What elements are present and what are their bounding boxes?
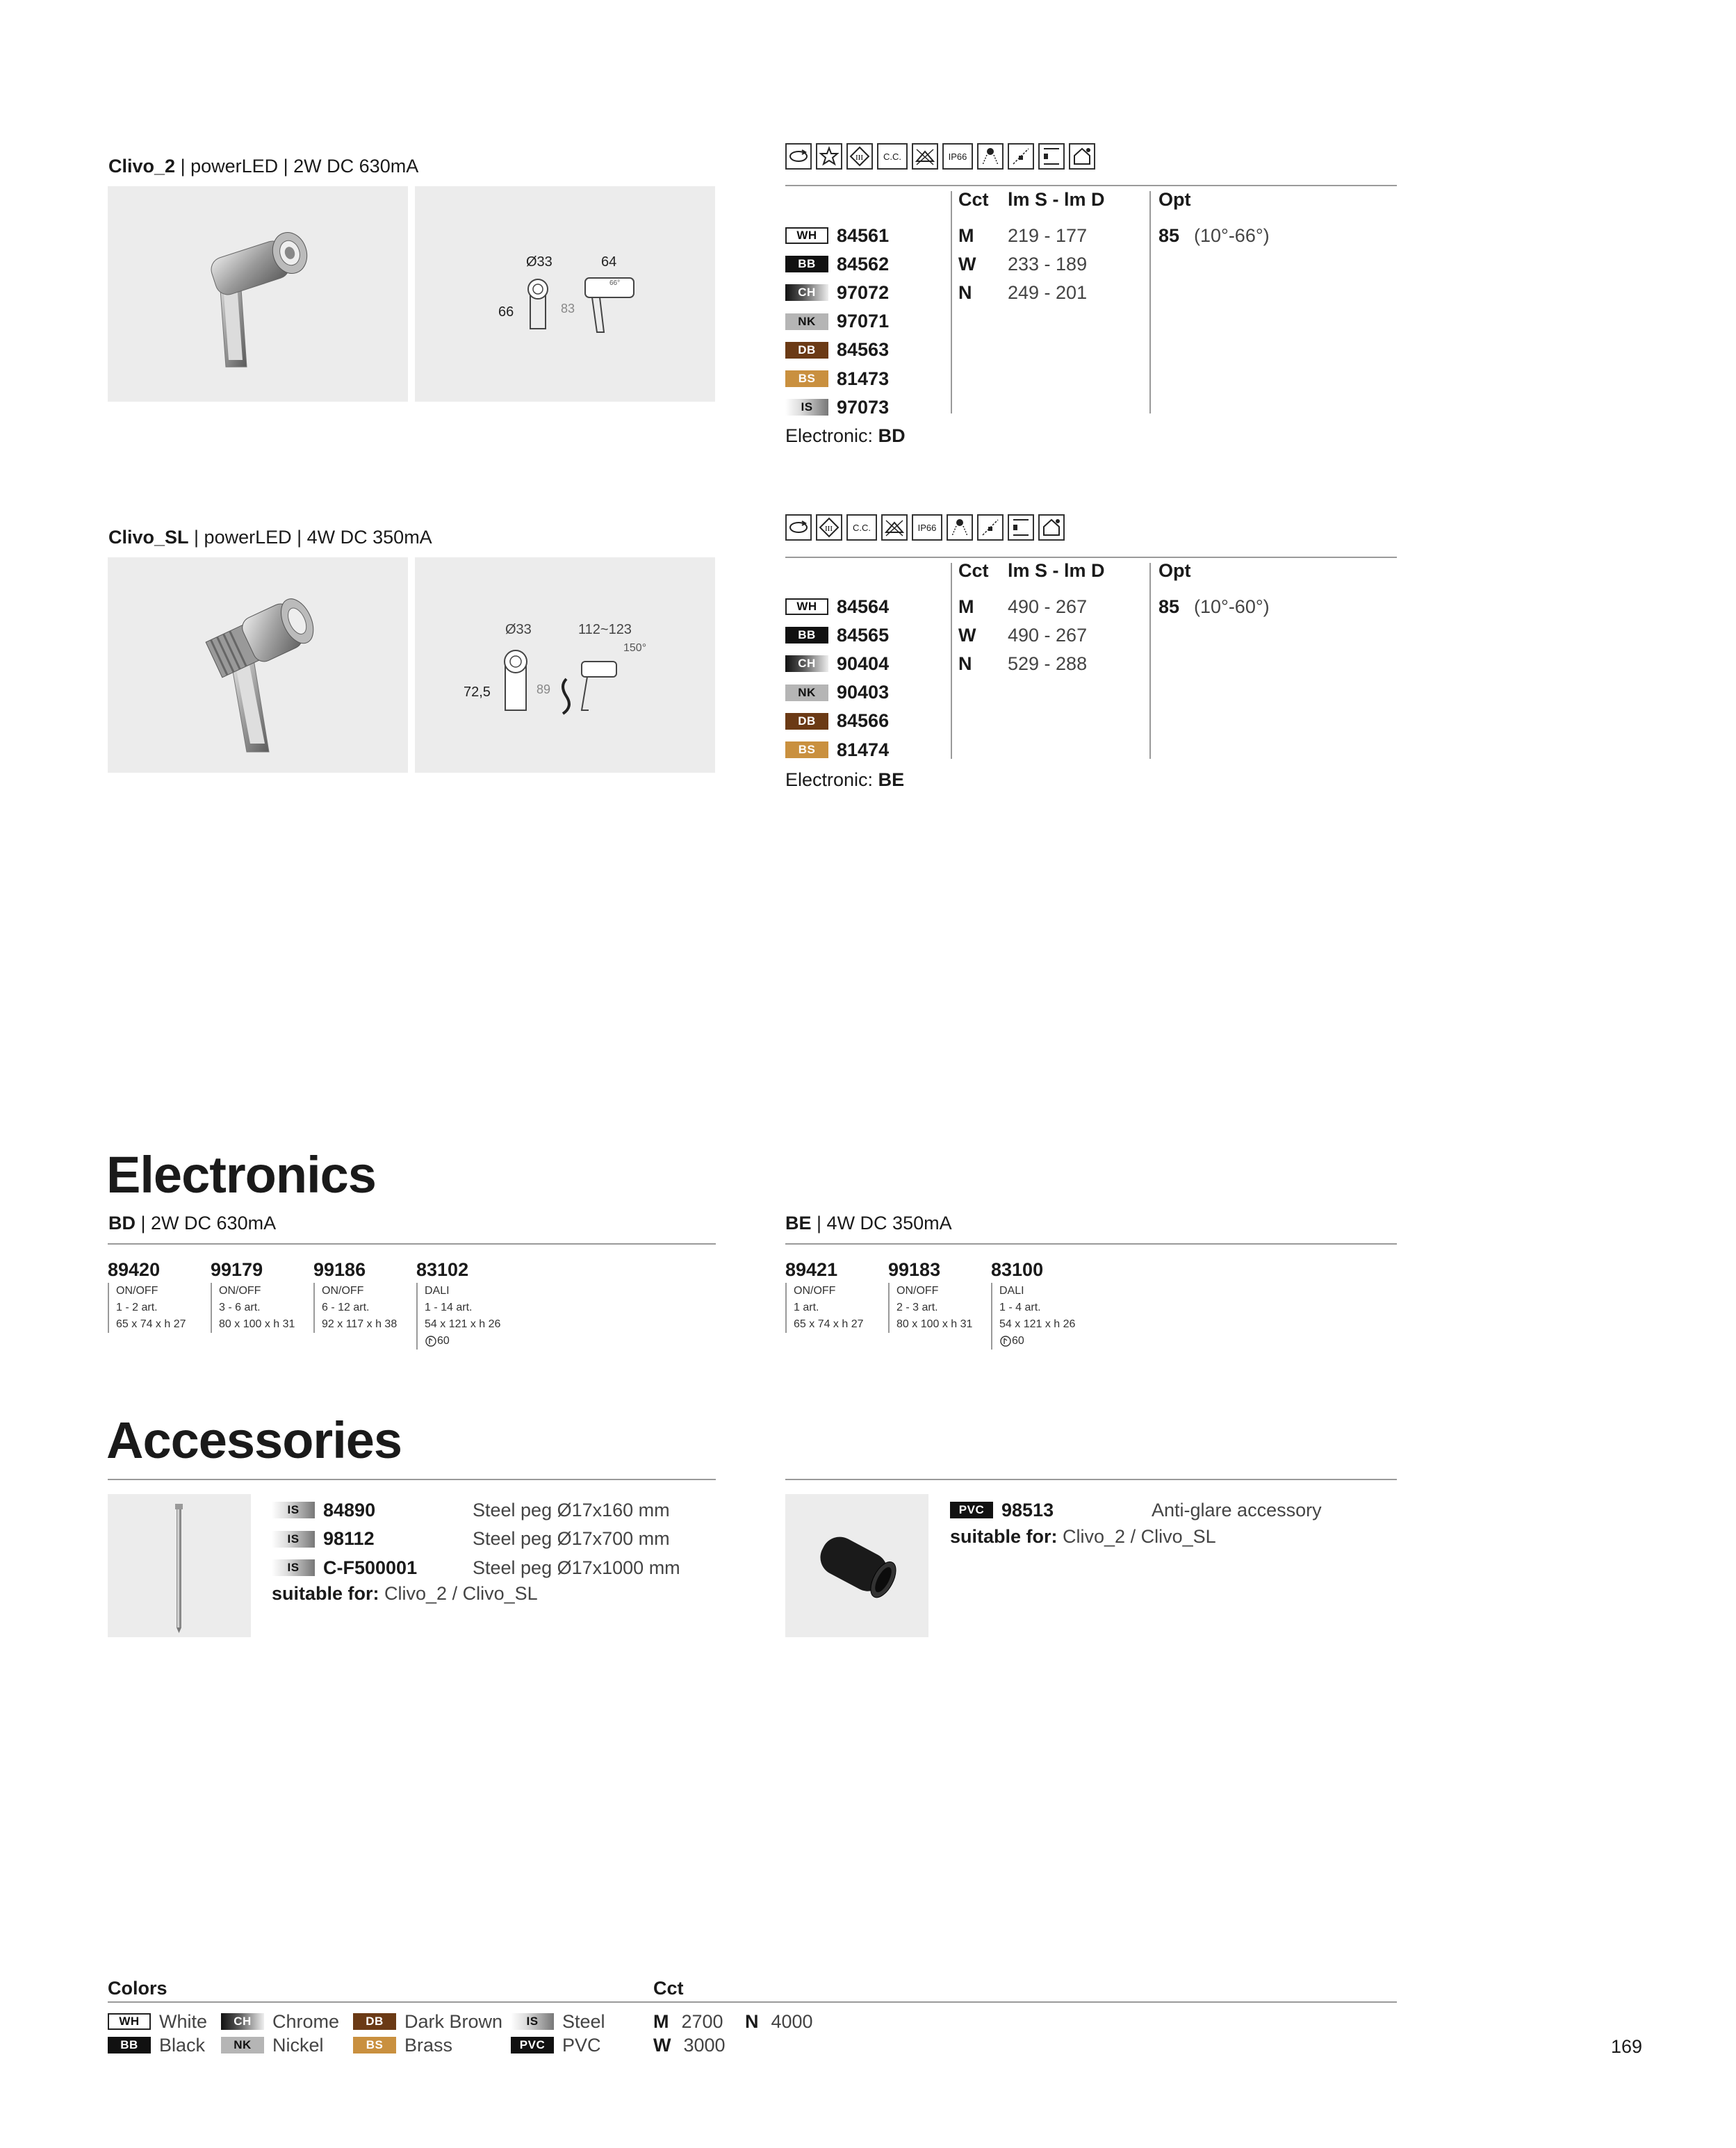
cct-value: M	[958, 224, 974, 246]
lumen-value: 490 - 267	[1008, 596, 1088, 617]
product-photo	[108, 557, 408, 773]
cct-code: M	[653, 2010, 669, 2032]
driver-type: ON/OFF	[322, 1285, 364, 1297]
svg-text:66: 66	[498, 304, 514, 320]
finish-badge: BS	[785, 741, 828, 758]
technical-drawing	[415, 186, 715, 402]
driver-details	[416, 1283, 514, 1350]
driver-code: 89421	[785, 1259, 838, 1280]
driver-articles: 1 - 14 art.	[425, 1302, 473, 1313]
driver-details	[313, 1283, 411, 1333]
technical-drawing	[415, 557, 715, 773]
driver-extra-value: 60	[1012, 1335, 1024, 1347]
steel-peg-photo	[108, 1494, 251, 1637]
lumen-value: 233 - 189	[1008, 253, 1088, 274]
product-row	[785, 621, 889, 650]
finish-badge: DB	[353, 2013, 396, 2030]
finish-badge: WH	[108, 2013, 151, 2030]
driver-details	[785, 1283, 883, 1333]
driver-details	[888, 1283, 985, 1333]
driver-type: ON/OFF	[896, 1285, 939, 1297]
header-opt: Opt	[1158, 189, 1191, 210]
dimension-drawing	[415, 557, 715, 773]
product-code: 84566	[837, 710, 890, 732]
svg-text:83: 83	[561, 302, 575, 315]
product-code: 97073	[837, 396, 890, 418]
lumen-value: 490 - 267	[1008, 624, 1088, 646]
color-name: Nickel	[272, 2034, 324, 2056]
driver-size: 54 x 121 x h 26	[999, 1318, 1076, 1330]
svg-text:112~123: 112~123	[578, 622, 632, 637]
divider	[785, 1479, 1397, 1480]
product-row	[785, 221, 889, 250]
product-row	[785, 707, 889, 736]
legend-color	[511, 2031, 601, 2060]
finish-badge: NK	[221, 2037, 264, 2053]
certification-icons	[785, 514, 1065, 541]
product-row	[785, 592, 889, 621]
svg-text:Ø33: Ø33	[505, 622, 532, 637]
finish-badge: IS	[272, 1531, 315, 1548]
optic-value: 85	[1158, 596, 1180, 617]
optic-value: 85	[1158, 224, 1180, 246]
certification-icons	[785, 143, 1095, 170]
star-icon	[816, 143, 842, 170]
svg-text:Ø33: Ø33	[526, 254, 552, 270]
finish-badge: CH	[785, 655, 828, 672]
svg-text:89: 89	[537, 682, 551, 696]
power-icon	[425, 1335, 437, 1347]
spotlight-photo	[108, 186, 408, 402]
accessory-row	[272, 1495, 375, 1525]
lumen-value: 249 - 201	[1008, 281, 1088, 303]
finish-badge: BB	[108, 2037, 151, 2053]
driver-type: ON/OFF	[116, 1285, 158, 1297]
driver-code: 99186	[313, 1259, 366, 1280]
driver-type: DALI	[999, 1285, 1024, 1297]
beam-icon	[947, 514, 973, 541]
rotate-icon	[785, 514, 812, 541]
color-name: Brass	[404, 2034, 453, 2056]
header-opt: Opt	[1158, 560, 1191, 581]
product-code: 97072	[837, 281, 890, 303]
cct-value: M	[958, 596, 974, 617]
page-number: 169	[1611, 2036, 1643, 2057]
anti-glare-photo	[785, 1494, 928, 1637]
product-row	[785, 649, 889, 678]
driver-articles: 2 - 3 art.	[896, 1302, 938, 1313]
legend-cct	[653, 2031, 726, 2060]
product-row	[785, 336, 889, 365]
finish-badge: BB	[785, 256, 828, 272]
dimension-drawing	[415, 186, 715, 402]
cct-value: W	[958, 253, 976, 274]
constant-current-icon: C.C.	[846, 514, 877, 541]
driver-size: 65 x 74 x h 27	[116, 1318, 186, 1330]
finish-badge: BS	[353, 2037, 396, 2053]
beam-angle: (10°-60°)	[1194, 596, 1270, 617]
product-code: 81473	[837, 368, 890, 389]
house-icon	[1038, 514, 1065, 541]
product-title: Clivo_SL | powerLED | 4W DC 350mA	[108, 527, 432, 548]
driver-details	[991, 1283, 1088, 1350]
no-insulation-icon	[881, 514, 908, 541]
cct-kelvin: 2700	[681, 2010, 723, 2032]
driver-articles: 1 - 4 art.	[999, 1302, 1041, 1313]
color-name: Chrome	[272, 2010, 340, 2032]
driver-code: 99183	[888, 1259, 941, 1280]
driver-type: DALI	[425, 1285, 450, 1297]
finish-badge: IS	[272, 1559, 315, 1576]
legend-color	[221, 2031, 324, 2060]
finish-badge: DB	[785, 342, 828, 359]
divider	[951, 563, 952, 759]
svg-text:150°: 150°	[623, 642, 647, 654]
electronic-note: Electronic: BD	[785, 425, 906, 446]
driver-details	[108, 1283, 205, 1333]
divider	[785, 1243, 1397, 1245]
svg-text:III: III	[855, 154, 863, 162]
finish-badge: WH	[785, 598, 828, 615]
ip66-icon: IP66	[942, 143, 973, 170]
product-photo	[108, 186, 408, 402]
driver-code: 89420	[108, 1259, 161, 1280]
class-iii-icon	[816, 514, 842, 541]
color-name: Steel	[562, 2010, 605, 2032]
lumen-value: 219 - 177	[1008, 224, 1088, 246]
surface-icon	[1038, 143, 1065, 170]
rotate-icon	[785, 143, 812, 170]
power-icon	[999, 1335, 1012, 1347]
driver-articles: 1 - 2 art.	[116, 1302, 158, 1313]
product-title: Clivo_2 | powerLED | 2W DC 630mA	[108, 156, 419, 177]
cct-value: W	[958, 624, 976, 646]
divider	[785, 185, 1397, 186]
accessory-row	[950, 1495, 1054, 1525]
svg-text:72,5: 72,5	[464, 684, 491, 700]
divider	[108, 1243, 716, 1245]
cct-kelvin: 3000	[683, 2034, 726, 2056]
divider	[108, 2001, 1397, 2003]
product-row	[785, 307, 889, 336]
accessory-row	[272, 1525, 375, 1554]
product-row	[785, 393, 889, 422]
product-row	[785, 735, 889, 764]
finish-badge: NK	[785, 313, 828, 330]
accessory-code: C-F500001	[323, 1557, 418, 1578]
accessory-desc: Steel peg Ø17x160 mm	[473, 1499, 670, 1520]
product-code: 97071	[837, 311, 890, 332]
product-code: 84561	[837, 224, 890, 246]
product-row	[785, 678, 889, 707]
accessory-code: 84890	[323, 1499, 376, 1520]
product-code: 90404	[837, 653, 890, 674]
ip66-icon: IP66	[912, 514, 942, 541]
constant-current-icon: C.C.	[877, 143, 908, 170]
suitable-for: suitable for: Clivo_2 / Clivo_SL	[272, 1583, 538, 1604]
section-title-electronics: Electronics	[106, 1146, 376, 1204]
driver-type: ON/OFF	[219, 1285, 261, 1297]
driver-extra	[425, 1333, 514, 1350]
header-cct: Cct	[958, 189, 989, 210]
driver-size: 65 x 74 x h 27	[794, 1318, 864, 1330]
legend-color	[353, 2031, 452, 2060]
accessory-code: 98513	[1001, 1499, 1054, 1520]
legend-color	[108, 2031, 205, 2060]
no-insulation-icon	[912, 143, 938, 170]
legend-cct	[745, 2007, 813, 2036]
finish-badge: BS	[785, 370, 828, 387]
accessory-desc: Steel peg Ø17x700 mm	[473, 1528, 670, 1549]
finish-badge: PVC	[511, 2037, 554, 2053]
cct-value: N	[958, 653, 972, 674]
finish-badge: IS	[785, 399, 828, 416]
svg-text:64: 64	[601, 254, 617, 270]
lumen-value: 529 - 288	[1008, 653, 1088, 674]
cct-value: N	[958, 281, 972, 303]
driver-type: ON/OFF	[794, 1285, 836, 1297]
cct-code: N	[745, 2010, 759, 2032]
product-code: 81474	[837, 739, 890, 760]
color-name: Dark Brown	[404, 2010, 503, 2032]
header-lumen: lm S - lm D	[1008, 560, 1105, 581]
driver-size: 92 x 117 x h 38	[322, 1318, 398, 1330]
finish-badge: CH	[221, 2013, 264, 2030]
finish-badge: DB	[785, 713, 828, 730]
beam-angle: (10°-66°)	[1194, 224, 1270, 246]
divider	[951, 191, 952, 413]
surface-icon	[1008, 514, 1034, 541]
driver-code: 99179	[211, 1259, 263, 1280]
finish-badge: BB	[785, 627, 828, 643]
section-title-accessories: Accessories	[106, 1411, 402, 1469]
suitable-for: suitable for: Clivo_2 / Clivo_SL	[950, 1526, 1216, 1547]
legend-colors-title: Colors	[108, 1978, 167, 1999]
electronics-group-title: BD | 2W DC 630mA	[108, 1213, 277, 1233]
accessory-desc: Anti-glare accessory	[1152, 1499, 1322, 1520]
color-name: PVC	[562, 2034, 601, 2056]
driver-articles: 6 - 12 art.	[322, 1302, 370, 1313]
finish-badge: WH	[785, 227, 828, 244]
product-row	[785, 249, 889, 279]
driver-articles: 3 - 6 art.	[219, 1302, 261, 1313]
finish-badge: IS	[511, 2013, 554, 2030]
product-code: 84562	[837, 253, 890, 274]
house-icon	[1069, 143, 1095, 170]
product-code: 84563	[837, 339, 890, 361]
finish-badge: PVC	[950, 1502, 993, 1518]
electronics-group-title: BE | 4W DC 350mA	[785, 1213, 952, 1233]
accessory-desc: Steel peg Ø17x1000 mm	[473, 1557, 680, 1578]
product-code: 84565	[837, 624, 890, 646]
product-code: 84564	[837, 596, 890, 617]
tilt-icon	[1008, 143, 1034, 170]
driver-code: 83100	[991, 1259, 1044, 1280]
tilt-icon	[977, 514, 1004, 541]
accessory-code: 98112	[323, 1528, 375, 1549]
driver-extra-value: 60	[437, 1335, 450, 1347]
color-name: Black	[159, 2034, 206, 2056]
finish-badge: NK	[785, 684, 828, 701]
product-code: 90403	[837, 682, 890, 703]
divider	[1149, 191, 1151, 413]
color-name: White	[159, 2010, 208, 2032]
class-iii-icon	[846, 143, 873, 170]
finish-badge: IS	[272, 1502, 315, 1518]
cct-code: W	[653, 2034, 671, 2056]
svg-text:66°: 66°	[609, 279, 621, 287]
divider	[785, 557, 1397, 558]
driver-details	[211, 1283, 308, 1333]
spotlight-photo	[108, 557, 408, 773]
divider	[1149, 563, 1151, 759]
driver-size: 54 x 121 x h 26	[425, 1318, 501, 1330]
driver-code: 83102	[416, 1259, 469, 1280]
driver-articles: 1 art.	[794, 1302, 819, 1313]
divider	[108, 1479, 716, 1480]
product-row	[785, 278, 889, 307]
electronic-note: Electronic: BE	[785, 769, 905, 790]
finish-badge: CH	[785, 284, 828, 301]
driver-extra	[999, 1333, 1088, 1350]
driver-size: 80 x 100 x h 31	[896, 1318, 973, 1330]
accessory-row	[272, 1553, 417, 1582]
driver-size: 80 x 100 x h 31	[219, 1318, 295, 1330]
legend-cct-title: Cct	[653, 1978, 684, 1999]
header-cct: Cct	[958, 560, 989, 581]
beam-icon	[977, 143, 1004, 170]
product-row	[785, 364, 889, 393]
svg-text:III: III	[825, 525, 833, 533]
header-lumen: lm S - lm D	[1008, 189, 1105, 210]
cct-kelvin: 4000	[771, 2010, 813, 2032]
